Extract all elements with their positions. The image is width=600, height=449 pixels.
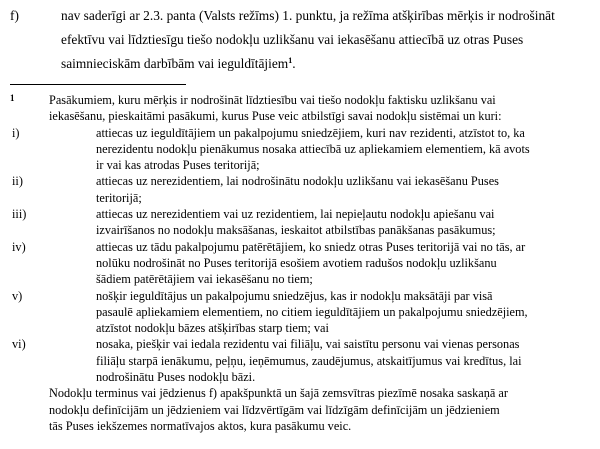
text-line-content: saimnieciskām darbībām vai ieguldītājiem	[61, 56, 289, 71]
footnote-intro-line: iekasēšanu, pieskaitāmi pasākumi, kurus Puse veic atbilstīgi savai nodokļu sistēmai un kuri:	[49, 109, 502, 124]
text-line: efektīvu vai līdztiesīgu tiešo nodokļu uzlikšanu vai iekasēšanu attiecībā uz otras Puses	[61, 32, 524, 47]
list-item-line: attiecas uz nerezidentiem, lai nodrošinātu nodokļu uzlikšanu vai iekasēšanu Puses	[96, 174, 499, 189]
text-line: nav saderīgi ar 2.3. panta (Valsts režīms) 1. punktu, ja režīma atšķirības mērķis ir nodrošināt	[61, 8, 555, 23]
list-item	[12, 125, 595, 174]
list-item-line: ir vai kas atrodas Puses teritorijā;	[96, 158, 260, 173]
footnote-body	[12, 92, 595, 434]
list-item-number: v)	[12, 288, 23, 303]
list-item-line: izvairīšanos no nodokļu maksāšanas, ieskaitot atbilstības panākšanas pasākumus;	[96, 223, 496, 238]
end-punctuation: .	[292, 56, 296, 71]
list-item-number: ii)	[12, 174, 23, 189]
list-item-number: i)	[12, 125, 20, 140]
footnote-intro-line: Pasākumiem, kuru mērķis ir nodrošināt līdztiesību vai tiešo nodokļu faktisku uzlikšanu vai	[49, 93, 496, 107]
footnote-marker: 1	[10, 93, 15, 103]
text-line	[61, 52, 595, 76]
list-item-line: nodrošinātu Puses nodokļu bāzi.	[96, 370, 256, 385]
list-item	[12, 288, 595, 337]
list-item-line: teritorijā;	[96, 190, 142, 205]
item-label: f)	[10, 8, 19, 23]
list-item-number: iv)	[12, 239, 26, 254]
list-item-number: iii)	[12, 207, 27, 222]
footnote-closing-line: tās Puses iekšzemes normatīvajos aktos, kura pasākumu veic.	[49, 418, 352, 433]
list-item-line: nolūku nodrošināt no Puses teritorijā esošiem avotiem radušos nodokļu uzlikšanu	[96, 255, 497, 270]
list-item-number: vi)	[12, 337, 26, 352]
list-item-line: attiecas uz tādu pakalpojumu patērētājiem, ko sniedz otras Puses teritorijā vai no tās, ar	[96, 239, 526, 254]
list-item	[12, 206, 595, 239]
list-item	[12, 173, 595, 206]
list-item-line: pasaulē apliekamiem elementiem, no citiem ieguldītājiem un pakalpojumu sniedzējiem,	[96, 304, 528, 319]
list-item-line: nosaka, piešķir vai iedala rezidentu vai filiāļu, vai saistītu personu vai vienas personas	[96, 337, 520, 352]
list-item-line: nerezidentu nodokļu pienākumus nosaka attiecībā uz apliekamiem elementiem, kā avots	[96, 141, 530, 156]
footnote-closing-line: nodokļu definīcijām un jēdzieniem vai līdzvērtīgām vai līdzīgām definīcijām un jēdzieniem	[49, 402, 500, 417]
footnote-reference[interactable]: 1	[288, 56, 293, 65]
paragraph-text	[61, 4, 595, 76]
footnote	[10, 92, 595, 434]
footnote-separator	[10, 84, 186, 85]
list-item	[12, 239, 595, 288]
list-item-line: filiāļu starpā ienākumu, peļņu, ieņēmumus, zaudējumus, atskaitījumus vai kredītus, lai	[96, 353, 522, 368]
list-item-line: attiecas uz nerezidentiem vai uz rezidentiem, lai nepieļautu nodokļu apiešanu vai	[96, 207, 495, 222]
list-item-line: atzīstot nodokļu bāzes atšķirības starp tiem; vai	[96, 321, 329, 336]
list-item-line: šādiem patērētājiem vai iekasēšanu no tiem;	[96, 272, 313, 287]
footnote-closing-line: Nodokļu terminus vai jēdzienus f) apakšpunktā un šajā zemsvītras piezīmē nosaka saskaņā ar	[49, 386, 508, 401]
list-item	[12, 336, 595, 385]
paragraph-f	[10, 4, 595, 76]
list-item-line: attiecas uz ieguldītājiem un pakalpojumu sniedzējiem, kuri nav rezidenti, atzīstot to, ka	[96, 125, 525, 140]
list-item-line: nošķir ieguldītājus un pakalpojumu sniedzējus, kas ir nodokļu maksātāji par visā	[96, 288, 493, 303]
